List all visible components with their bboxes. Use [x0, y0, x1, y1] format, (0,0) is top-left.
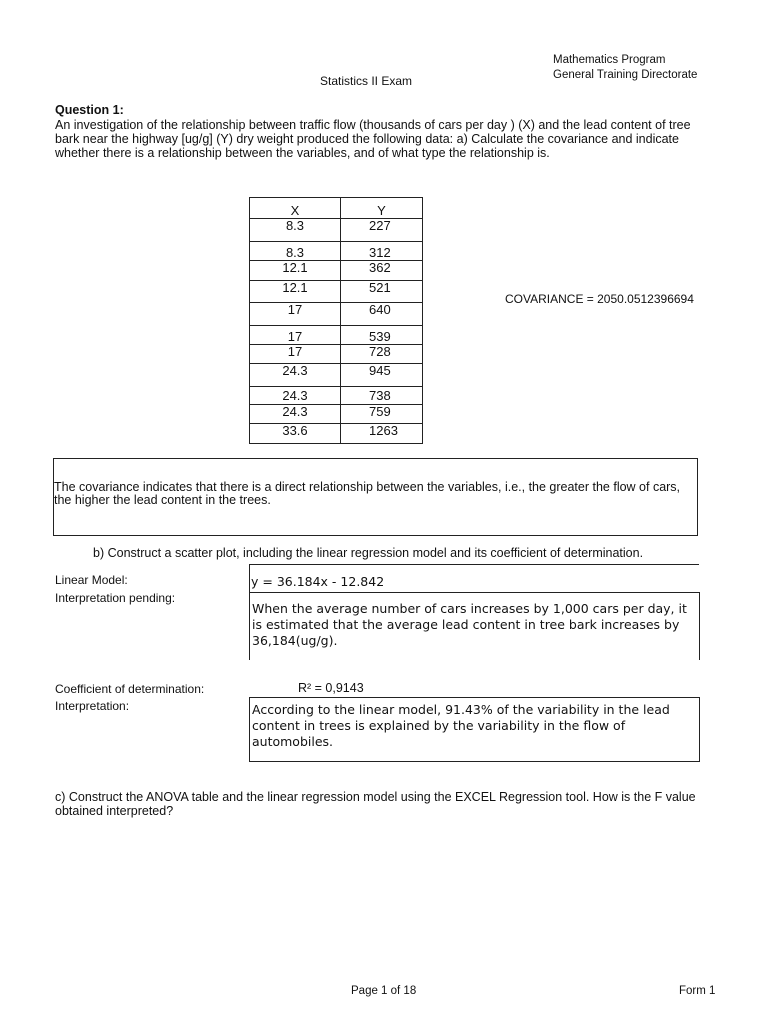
part-b-prompt: b) Construct a scatter plot, including the linear regression model and its coefficient of determination.	[93, 546, 644, 560]
cell-x: 24.3	[250, 387, 341, 405]
table-row	[250, 345, 423, 364]
cell-y: 738	[341, 387, 423, 405]
table-row	[250, 387, 423, 405]
data-table	[249, 197, 423, 444]
cell-x: 12.1	[250, 261, 341, 281]
question-title: Question 1:	[55, 103, 124, 117]
cell-y: 521	[341, 281, 423, 303]
linear-model-label: Linear Model:	[55, 573, 128, 587]
exam-title: Statistics II Exam	[320, 74, 413, 88]
cell-x: 17	[250, 345, 341, 364]
cell-y: 945	[341, 364, 423, 387]
cell-y: 759	[341, 405, 423, 424]
interpretation-text: According to the linear model, 91.43% of the variability in the lead content in trees is explained by the variability in the flow of automobiles.	[252, 702, 670, 749]
cell-x: 24.3	[250, 405, 341, 424]
table-row	[250, 261, 423, 281]
covariance-result: COVARIANCE = 2050.0512396694	[505, 292, 694, 306]
program-name: Mathematics Program	[553, 54, 666, 66]
cell-y: 728	[341, 345, 423, 364]
part-c-prompt: c) Construct the ANOVA table and the linear regression model using the EXCEL Regression tool. How is the F value obtained interpreted?	[55, 790, 696, 818]
linear-model-box	[249, 564, 699, 592]
form-label: Form 1	[679, 985, 716, 997]
cell-y: 312	[341, 242, 423, 261]
program-header	[553, 53, 697, 83]
table-row	[250, 405, 423, 424]
cell-y: 640	[341, 303, 423, 326]
question-text: An investigation of the relationship between traffic flow (thousands of cars per day ) (X) and the lead content of tree bark near the highway [ug/g] (Y) dry weight produced the following data: a) Calculate the covariance and indicate whether there is a relationship between the variables, and of what type the relationship is.	[55, 118, 691, 160]
cell-y: 227	[341, 219, 423, 242]
cell-x: 17	[250, 326, 341, 345]
interpretation-pending-label: Interpretation pending:	[55, 591, 176, 605]
coefficient-label: Coefficient of determination:	[55, 682, 205, 696]
cell-x: 33.6	[250, 424, 341, 444]
header-y: Y	[341, 198, 423, 219]
interpretation-pending-box	[249, 592, 700, 660]
cell-x: 12.1	[250, 281, 341, 303]
cell-x: 17	[250, 303, 341, 326]
cell-x: 8.3	[250, 242, 341, 261]
cell-x: 8.3	[250, 219, 341, 242]
table-row	[250, 364, 423, 387]
conclusion-box	[53, 458, 698, 536]
cell-y: 539	[341, 326, 423, 345]
coefficient-value: R² = 0,9143	[298, 681, 364, 695]
directorate-name: General Training Directorate	[553, 69, 698, 81]
cell-y: 362	[341, 261, 423, 281]
table-row	[250, 326, 423, 345]
table-row	[250, 424, 423, 444]
cell-y: 1263	[341, 424, 423, 444]
page-number: Page 1 of 18	[351, 985, 417, 997]
conclusion-text: The covariance indicates that there is a direct relationship between the variables, i.e., the greater the flow of cars, the higher the lead content in the trees.	[54, 480, 681, 507]
interpretation-pending-text: When the average number of cars increases by 1,000 cars per day, it is estimated that the average lead content in tree bark increases by 36,184(ug/g).	[252, 601, 687, 648]
table-header-row	[250, 198, 423, 219]
table-row	[250, 219, 423, 242]
cell-x: 24.3	[250, 364, 341, 387]
table-row	[250, 281, 423, 303]
interpretation-box	[249, 697, 700, 762]
header-x: X	[250, 198, 341, 219]
interpretation-label: Interpretation:	[55, 699, 130, 713]
table-row	[250, 242, 423, 261]
table-row	[250, 303, 423, 326]
linear-model-value: y = 36.184x - 12.842	[251, 574, 385, 589]
